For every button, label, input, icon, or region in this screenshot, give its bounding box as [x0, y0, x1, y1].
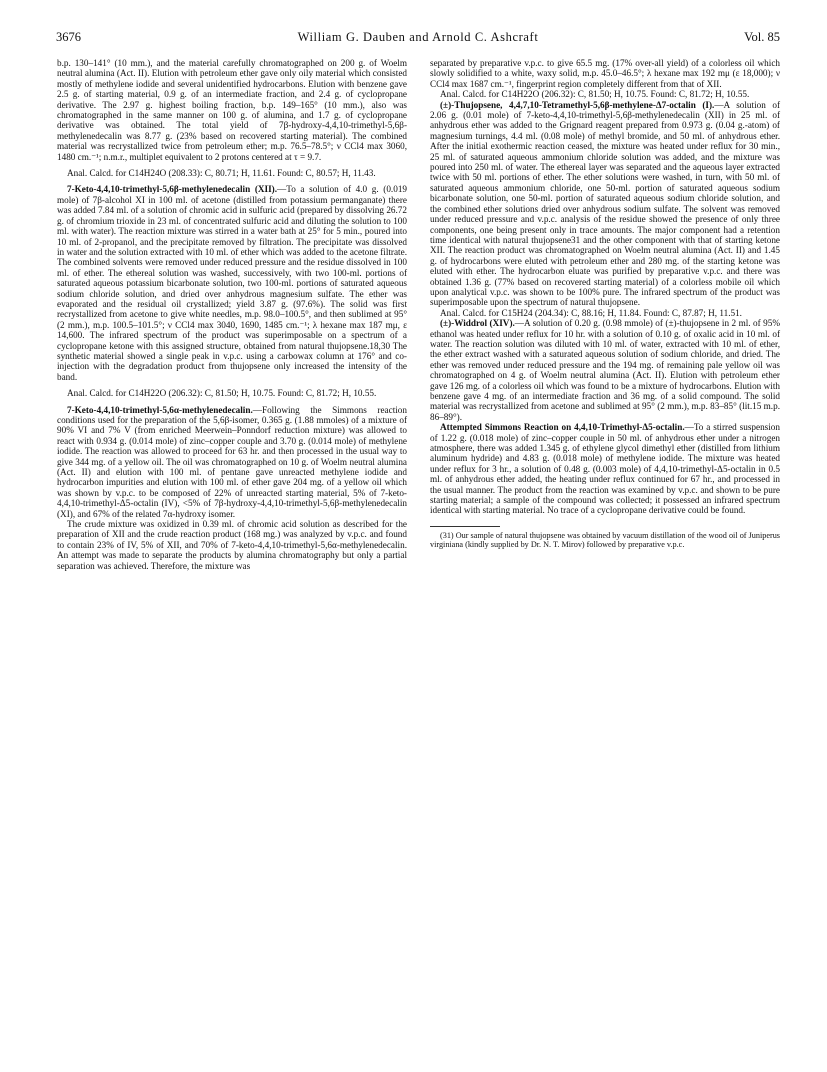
footnote: (31) Our sample of natural thujopsene was obtained by vacuum distillation of the wood oil of Juniperus virginiana (kindly supplied by Dr. N. T. Mirov) followed by preparative v.p.c. — [430, 530, 780, 550]
paragraph: separated by preparative v.p.c. to give 65.5 mg. (17% over-all yield) of a colorless oil which slowly solidified to a white, waxy solid, m.p. 45.0–46.5°; λ hexane max 192 mμ (ε 18,000); ν CCl4 max 1687 cm.⁻¹, fingerprint region completely different from that of XII. — [430, 58, 780, 89]
section-heading: 7-Keto-4,4,10-trimethyl-5,6α-methylenedecalin. — [67, 404, 253, 415]
analysis-paragraph: Anal. Calcd. for C14H22O (206.32): C, 81.50; H, 10.75. Found: C, 81.72; H, 10.55. — [67, 388, 377, 399]
right-column — [430, 58, 780, 550]
running-title: William G. Dauben and Arnold C. Ashcraft — [297, 30, 539, 44]
page-number: 3676 — [56, 30, 81, 44]
paragraph: b.p. 130–141° (10 mm.), and the material carefully chromatographed on 200 g. of Woelm neutral alumina (Act. II). Elution with petroleum ether gave only oily material which consisted mostly of methylene iodide and several unidentified hydrocarbons. Elution with benzene gave 2.5 g. of starting material, 0.9 g. of an intermediate fraction, and 2.4 g. of cyclopropane derivative. The 2.97 g. highest boiling fraction, b.p. 149–165° (10 mm.), also was chromatographed in the same manner on 100 g. of alumina, and 1.7 g. of cyclopropane derivative was obtained. The total yield of 7β-hydroxy-4,4,10-trimethyl-5,6β-methylenedecalin was 8.77 g. (23% based on recovered starting material). The combined material was recrystallized twice from petroleum ether; m.p. 76.5–78.5°; ν CCl4 max 3060, 1480 cm.⁻¹; n.m.r., multiplet equivalent to 2 protons centered at τ = 9.7. — [57, 58, 407, 162]
section-paragraph: (±)-Thujopsene, 4,4,7,10-Tetramethyl-5,6β-methylene-Δ7-octalin (I).—A solution of 2.06 g. (0.01 mole) of 7-keto-4,4,10-trimethyl-5,6β-methylenedecalin (XII) in 25 ml. of anhydrous ether was added to the Grignard reagent prepared from 0.973 g. (0.04 g.-atom) of magnesium turnings, 4.4 ml. (0.08 mole) of methyl bromide, and 50 ml. of anhydrous ether. After the initial exothermic reaction ceased, the mixture was heated under reflux for 30 min., 25 ml. of saturated aqueous ammonium chloride solution was added, and the mixture was poured into 250 ml. of water. The ethereal layer was separated and the aqueous layer extracted twice with 50 ml. portions of ether. The ether solutions were washed, in turn, with 50 ml. of saturated aqueous ammonium chloride, one 50-ml. portion of saturated aqueous sodium bicarbonate solution, one 50-ml. portion of saturated aqueous sodium chloride solution, and the combined ether solutions dried over anhydrous sodium sulfate. The solvent was removed under reduced pressure and v.p.c. analysis of the residue showed the presence of only three components, one being present only in trace amounts. The major component had a retention time identical with natural thujopsene31 and the other component with that of starting ketone XII. The reaction product was chromatographed on Woelm neutral alumina (Act. II) and 1.45 g. of hydrocarbons were eluted with petroleum ether and 280 mg. of the starting ketone was eluted with ether. The hydrocarbon eluate was purified by preparative v.p.c. and there was obtained 1.36 g. (77% based on recovered starting material) of a colorless mobile oil which upon analytical v.p.c. was shown to be 100% pure. The infrared spectrum of the product was superimposable upon the spectrum of natural thujopsene. — [430, 99, 780, 308]
section-heading: (±)-Thujopsene, 4,4,7,10-Tetramethyl-5,6β-methylene-Δ7-octalin (I). — [440, 99, 715, 110]
section-paragraph: Attempted Simmons Reaction on 4,4,10-Trimethyl-Δ5-octalin.—To a stirred suspension of 1.22 g. (0.018 mole) of zinc–copper couple in 50 ml. of anhydrous ether under a nitrogen atmosphere, there was added 1.345 g. of ethylene glycol dimethyl ether (distilled from lithium aluminum hydride) and 4.83 g. (0.018 mole) of methylene iodide. The mixture was heated under reflux for 3 hr., a solution of 0.48 g. (0.003 mole) of 4,4,10-trimethyl-Δ5-octalin in 0.5 ml. of anhydrous ether added, the heating under reflux continued for 67 hr., and processed in the usual manner. The product from the reaction was examined by v.p.c. and shown to be pure starting material; a sample of the compound was collected; it possessed an infrared spectrum identical with starting material. No trace of a cyclopropane derivative could be found. — [430, 422, 780, 516]
section-heading: (±)-Widdrol (XIV). — [440, 318, 515, 329]
left-column — [57, 58, 407, 571]
page-header — [56, 30, 780, 46]
section-heading: 7-Keto-4,4,10-trimethyl-5,6β-methylenedecalin (XII). — [67, 184, 278, 195]
paragraph: The crude mixture was oxidized in 0.39 ml. of chromic acid solution as described for the preparation of XII and the crude reaction product (168 mg.) was analyzed by v.p.c. and found to contain 23% of IV, 5% of XII, and 70% of 7-keto-4,4,10-trimethyl-5,6α-methylenedecalin. An attempt was made to separate the products by alumina chromatography but only a partial separation was achieved. Therefore, the mixture was — [57, 519, 407, 571]
analysis-paragraph: Anal. Calcd. for C14H22O (206.32): C, 81.50; H, 10.75. Found: C, 81.72; H, 10.55. — [440, 89, 750, 100]
footnote-rule — [430, 526, 500, 527]
analysis-paragraph: Anal. Calcd. for C15H24 (204.34): C, 88.16; H, 11.84. Found: C, 87.87; H, 11.51. — [440, 307, 742, 318]
volume-label: Vol. 85 — [744, 30, 780, 44]
section-paragraph: (±)-Widdrol (XIV).—A solution of 0.20 g. (0.98 mmole) of (±)-thujopsene in 2 ml. of 95% ethanol was heated under reflux for 10 hr. with a solution of 0.10 g. of oxalic acid in 10 ml. of water. The reaction solution was diluted with 10 ml. of water, extracted with 10 ml. of ether, the ether extract washed with a saturated aqueous solution of sodium chloride, and dried. The ether was removed under reduced pressure and the 194 mg. of remaining pale yellow oil was chromatographed on 4 g. of Woelm neutral alumina (Act. II). Elution with petroleum ether gave 126 mg. of a colorless oil which was found to be a mixture of hydrocarbons. Elution with benzene gave 4 mg. of an intermediate fraction and 36 mg. of a solid compound. The solid material was recrystallized from acetone and sublimed at 95° (2 mm.), m.p. 83–85° (lit.15 m.p. 86–89°). — [430, 318, 780, 422]
section-heading: Attempted Simmons Reaction on 4,4,10-Trimethyl-Δ5-octalin. — [440, 422, 685, 433]
section-paragraph: 7-Keto-4,4,10-trimethyl-5,6β-methylenedecalin (XII).—To a solution of 4.0 g. (0.019 mole) of 7β-alcohol XI in 100 ml. of acetone (distilled from potassium permanganate) there was added 7.84 ml. of a solution of chromic acid in sulfuric acid (prepared by dissolving 26.72 g. of chromium trioxide in 23 ml. of concentrated sulfuric acid and diluting the solution to 100 ml. with water). The reaction mixture was stirred in a water bath at 25° for 5 min., poured into 10 ml. of 2-propanol, and the precipitate removed by filtration. The precipitate was dissolved in water and the solution extracted with 10 ml. of ether which was added to the acetone filtrate. The combined solvents were removed under reduced pressure and the residue dissolved in 100 ml. of ether. The ethereal solution was washed, successively, with two 100-ml. portions of saturated aqueous potassium bicarbonate solution, two 100-ml. portions of saturated aqueous sodium chloride solution, and dried over anhydrous magnesium sulfate. The ether was evaporated and the residual oil crystallized; yield 3.87 g. (97.6%). The solid was first recrystallized from acetone to give white needles, m.p. 98.0–100.5°, and then sublimed at 95° (2 mm.), m.p. 100.5–101.5°; ν CCl4 max 3040, 1690, 1485 cm.⁻¹; λ hexane max 187 mμ, ε 14,600. The infrared spectrum of the product was superimposable on a spectrum of a cyclopropane ketone with this assigned structure, obtained from natural thujopsene.18,30 The synthetic material showed a single peak in v.p.c. using a carbowax column at 176° and co-injection with the degradation product from thujopsene only increased the intensity of the band. — [57, 184, 408, 382]
section-paragraph: 7-Keto-4,4,10-trimethyl-5,6α-methylenedecalin.—Following the Simmons reaction conditions used for the preparation of the 5,6β-isomer, 0.365 g. (1.88 mmoles) of a mixture of 90% VI and 7% V (from enriched Meerwein–Ponndorf reduction mixture) was allowed to react with 0.934 g. (0.014 mole) of zinc–copper couple and 3.70 g. (0.014 mole) of methylene iodide. The reaction was allowed to proceed for 63 hr. and then processed in the usual way to give 344 mg. of a yellow oil. The oil was chromatographed on 10 g. of Woelm neutral alumina (Act. II) and elution with 100 ml. of pentane gave unreacted methylene iodide and hydrocarbon impurities and elution with 100 ml. of ether gave 204 mg. of a yellow oil which was shown by v.p.c. to be composed of 22% of unreacted starting material, 5% of 7-keto-4,4,10-trimethyl-Δ5-octalin (IV), <5% of 7β-hydroxy-4,4,10-trimethyl-5,6β-methylenedecalin (XI), and 67% of the related 7α-hydroxy isomer. — [57, 404, 407, 519]
analysis-paragraph: Anal. Calcd. for C14H24O (208.33): C, 80.71; H, 11.61. Found: C, 80.57; H, 11.43. — [67, 168, 376, 179]
